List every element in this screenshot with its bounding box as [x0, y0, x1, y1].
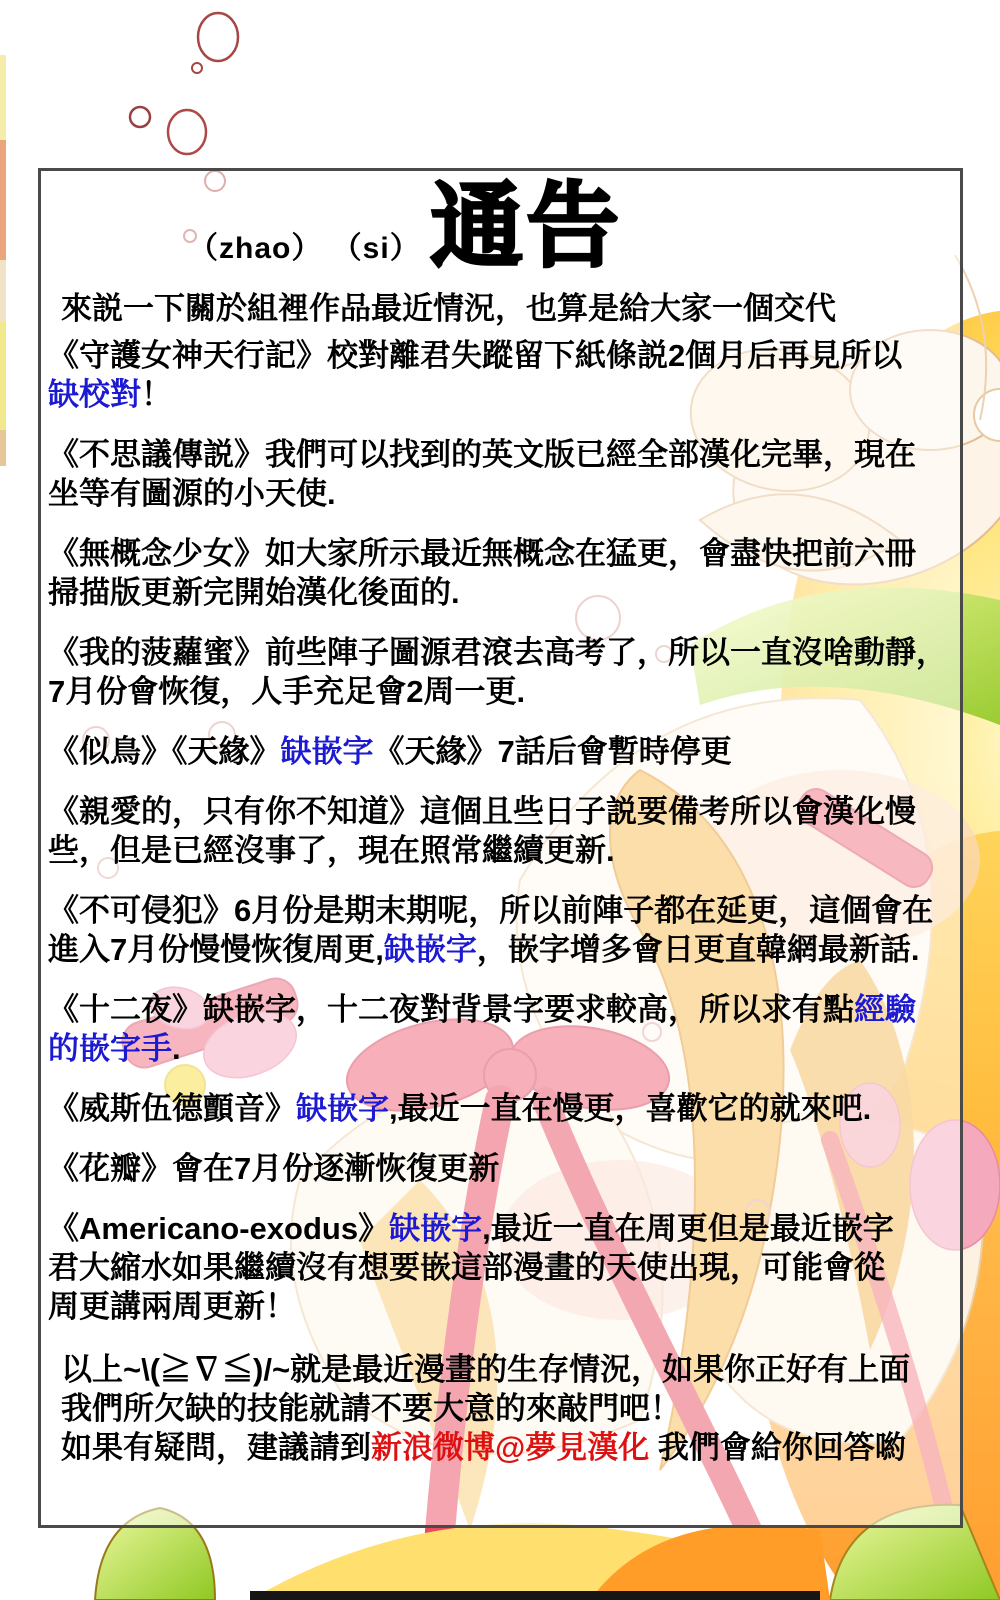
- text-segment: 《花瓣》會在7月份逐漸恢復更新: [48, 1151, 500, 1186]
- paragraph-qin-ai-de: [48, 792, 953, 870]
- text-segment: 些，但是已經沒事了，現在照常繼續更新.: [48, 833, 615, 868]
- text-segment: 《十二夜》缺嵌字，十二夜對背景字要求較高，所以求有點: [48, 992, 854, 1027]
- highlight-missing-typesetter: 缺嵌字: [296, 1091, 389, 1126]
- text-line: [61, 1389, 953, 1428]
- highlight-missing-typesetter: 缺嵌字: [280, 734, 374, 769]
- text-segment: 《我的菠蘿蜜》前些陣子圖源君滾去高考了，所以一直沒啥動靜，: [48, 635, 947, 670]
- text-line: [48, 1149, 953, 1188]
- text-line: [48, 672, 953, 711]
- text-line: [48, 1029, 953, 1068]
- text-line: [48, 474, 953, 513]
- text-line: [48, 1089, 953, 1128]
- text-line: [61, 289, 953, 328]
- text-segment: 《似鳥》《天緣》: [48, 734, 281, 769]
- highlight-weibo-account: 新浪微博@夢見漢化: [371, 1430, 650, 1465]
- paragraph-si-niao-tian-yuan: [48, 732, 953, 771]
- text-line: [48, 534, 953, 573]
- paragraph-bo-luo-mi: [48, 633, 953, 711]
- text-line: [48, 1248, 953, 1287]
- highlight-missing-typesetter: 缺嵌字: [383, 932, 477, 967]
- text-segment: 以上~\(≧∇≦)/~就是最近漫畫的生存情況，如果你正好有上面: [61, 1352, 911, 1387]
- text-line: [48, 336, 953, 375]
- paragraph-americano-exodus: [48, 1209, 953, 1326]
- text-line: [48, 831, 953, 870]
- text-segment: 我們所欠缺的技能就請不要大意的來敲門吧！: [61, 1391, 681, 1426]
- paragraph-intro: [48, 289, 953, 328]
- paragraph-closing: [48, 1350, 953, 1467]
- left-edge-strip: [0, 55, 6, 466]
- text-segment: ,最近一直在慢更，喜歡它的就來吧.: [389, 1091, 872, 1126]
- paragraph-shou-hu-nv-shen: [48, 336, 953, 414]
- text-segment: 7月份會恢復，人手充足會2周一更.: [48, 674, 526, 709]
- text-line: [48, 1209, 953, 1248]
- text-segment: 坐等有圖源的小天使.: [48, 476, 336, 511]
- title-pinyin: （zhao） （si）: [188, 232, 421, 265]
- text-segment: 《不思議傳説》我們可以找到的英文版已經全部漢化完畢，現在: [48, 437, 916, 472]
- text-line: [48, 732, 953, 771]
- text-segment: 掃描版更新完開始漢化後面的.: [48, 575, 460, 610]
- highlight-experienced: 經驗: [854, 992, 916, 1027]
- text-segment: 《天緣》7話后會暫時停更: [373, 734, 732, 769]
- text-segment: 來説一下關於組裡作品最近情況，也算是給大家一個交代: [61, 291, 836, 326]
- text-segment: 我們會給你回答喲: [649, 1430, 906, 1465]
- text-segment: 如果有疑問，建議請到: [61, 1430, 371, 1465]
- announcement-panel: [38, 168, 963, 1528]
- text-line: [48, 435, 953, 474]
- text-segment: 《無概念少女》如大家所示最近無概念在猛更，會盡快把前六冊: [48, 536, 916, 571]
- highlight-missing-typesetter: 缺嵌字: [389, 1211, 483, 1246]
- text-segment: 《威斯伍德顫音》: [48, 1091, 296, 1126]
- text-line: [48, 792, 953, 831]
- text-segment: 進入7月份慢慢恢復周更,: [48, 932, 384, 967]
- paragraph-shi-er-ye: [48, 990, 953, 1068]
- highlight-missing-proofreader: 缺校對: [48, 377, 141, 412]
- text-line: [48, 990, 953, 1029]
- text-line: [48, 1287, 953, 1326]
- text-line: [61, 1350, 953, 1389]
- paragraph-hua-ban: [48, 1149, 953, 1188]
- text-line: [61, 1428, 953, 1467]
- text-line: [48, 930, 953, 969]
- text-segment: ,最近一直在周更但是最近嵌字: [482, 1211, 894, 1246]
- text-segment: ，嵌字增多會日更直韓網最新話.: [476, 932, 920, 967]
- text-segment: 周更講兩周更新！: [48, 1289, 296, 1324]
- title-main: 通告: [430, 176, 623, 278]
- text-segment: 《Americano-exodus》: [48, 1211, 390, 1246]
- text-segment: .: [172, 1031, 181, 1066]
- text-segment: 君大縮水如果繼續沒有想要嵌這部漫畫的天使出現，可能會從: [48, 1250, 885, 1285]
- text-line: [48, 633, 953, 672]
- paragraph-bu-ke-qin-fan: [48, 891, 953, 969]
- paragraph-wei-si-wu-de: [48, 1089, 953, 1128]
- page-title: [188, 176, 953, 278]
- text-segment: ！: [141, 377, 172, 412]
- paragraph-wu-gai-nian: [48, 534, 953, 612]
- text-segment: 《守護女神天行記》校對離君失蹤留下紙條説2個月后再見所以: [48, 338, 903, 373]
- highlight-typesetter-hand: 的嵌字手: [48, 1031, 172, 1066]
- text-segment: 《不可侵犯》6月份是期末期呢，所以前陣子都在延更，這個會在: [48, 893, 934, 928]
- paragraph-bu-si-yi: [48, 435, 953, 513]
- text-line: [48, 375, 953, 414]
- text-line: [48, 573, 953, 612]
- text-line: [48, 891, 953, 930]
- text-segment: 《親愛的，只有你不知道》這個且些日子説要備考所以會漢化慢: [48, 794, 916, 829]
